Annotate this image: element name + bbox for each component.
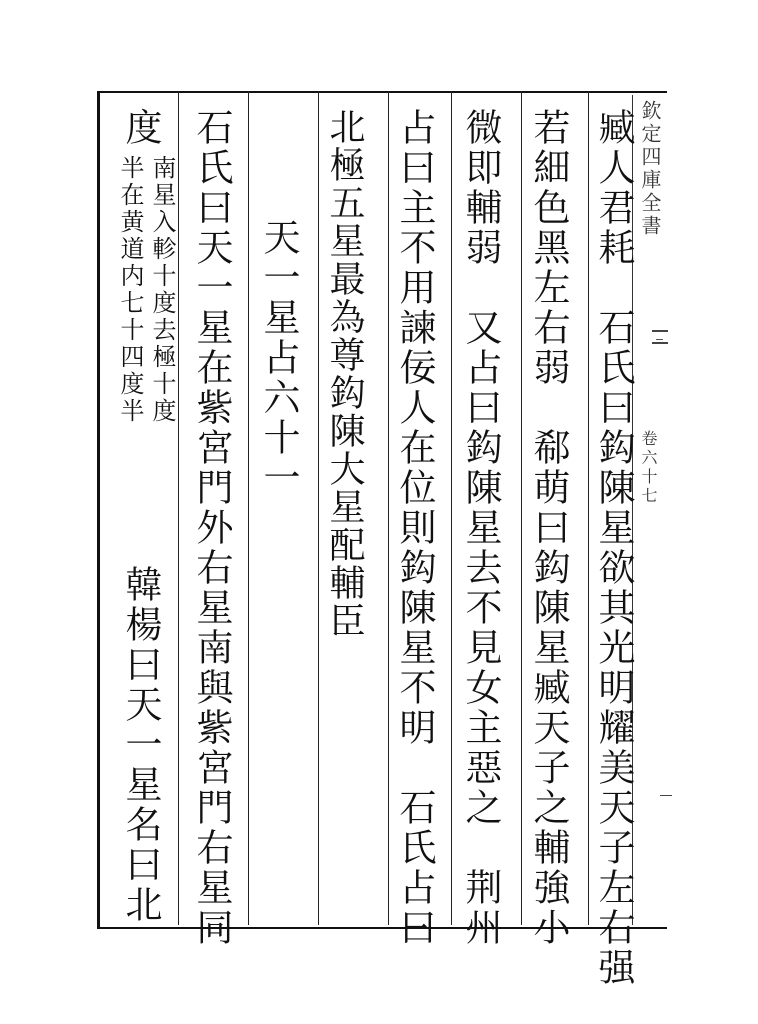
column-rule	[451, 91, 452, 925]
column-rule	[248, 91, 249, 925]
note-right-line: 南星入軫十度去極十度	[148, 155, 176, 425]
column-rule	[178, 91, 179, 925]
note-left-line: 半在黄道内七十四度半	[116, 155, 144, 425]
page-frame	[97, 91, 667, 929]
column-rule	[388, 91, 389, 925]
section-heading: 天一星占六十一	[257, 218, 300, 498]
fish-tail-ornament	[652, 330, 668, 344]
text-column-7-head: 度	[119, 108, 162, 148]
text-column-6: 石氏曰天一星在紫宮門外右星南與紫宮門右星同	[190, 108, 233, 948]
text-column-7-tail: 韓楊曰天一星名曰北	[119, 565, 162, 925]
margin-tick	[660, 795, 672, 796]
book-title: 欽定四庫全書	[638, 100, 662, 238]
juan-number: 卷六十七	[639, 430, 658, 506]
column-rule	[588, 91, 589, 925]
text-column-4: 占曰主不用諫佞人在位則鈎陳星不明 石氏占曰	[393, 108, 436, 948]
text-column-2: 若細色黑左右弱 郗萌曰鈎陳星臧天子之輔強小	[527, 108, 570, 948]
column-rule	[318, 91, 319, 925]
column-rule	[521, 91, 522, 925]
text-column-1: 臧人君耗 石氏曰鈎陳星欲其光明耀美天子左右强	[592, 108, 635, 988]
text-column-3: 微即輔弱 又占曰鈎陳星去不見女主惡之 荆州	[459, 108, 502, 948]
text-column-5: 北極五星最為尊鈎陳大星配輔臣	[324, 108, 365, 640]
